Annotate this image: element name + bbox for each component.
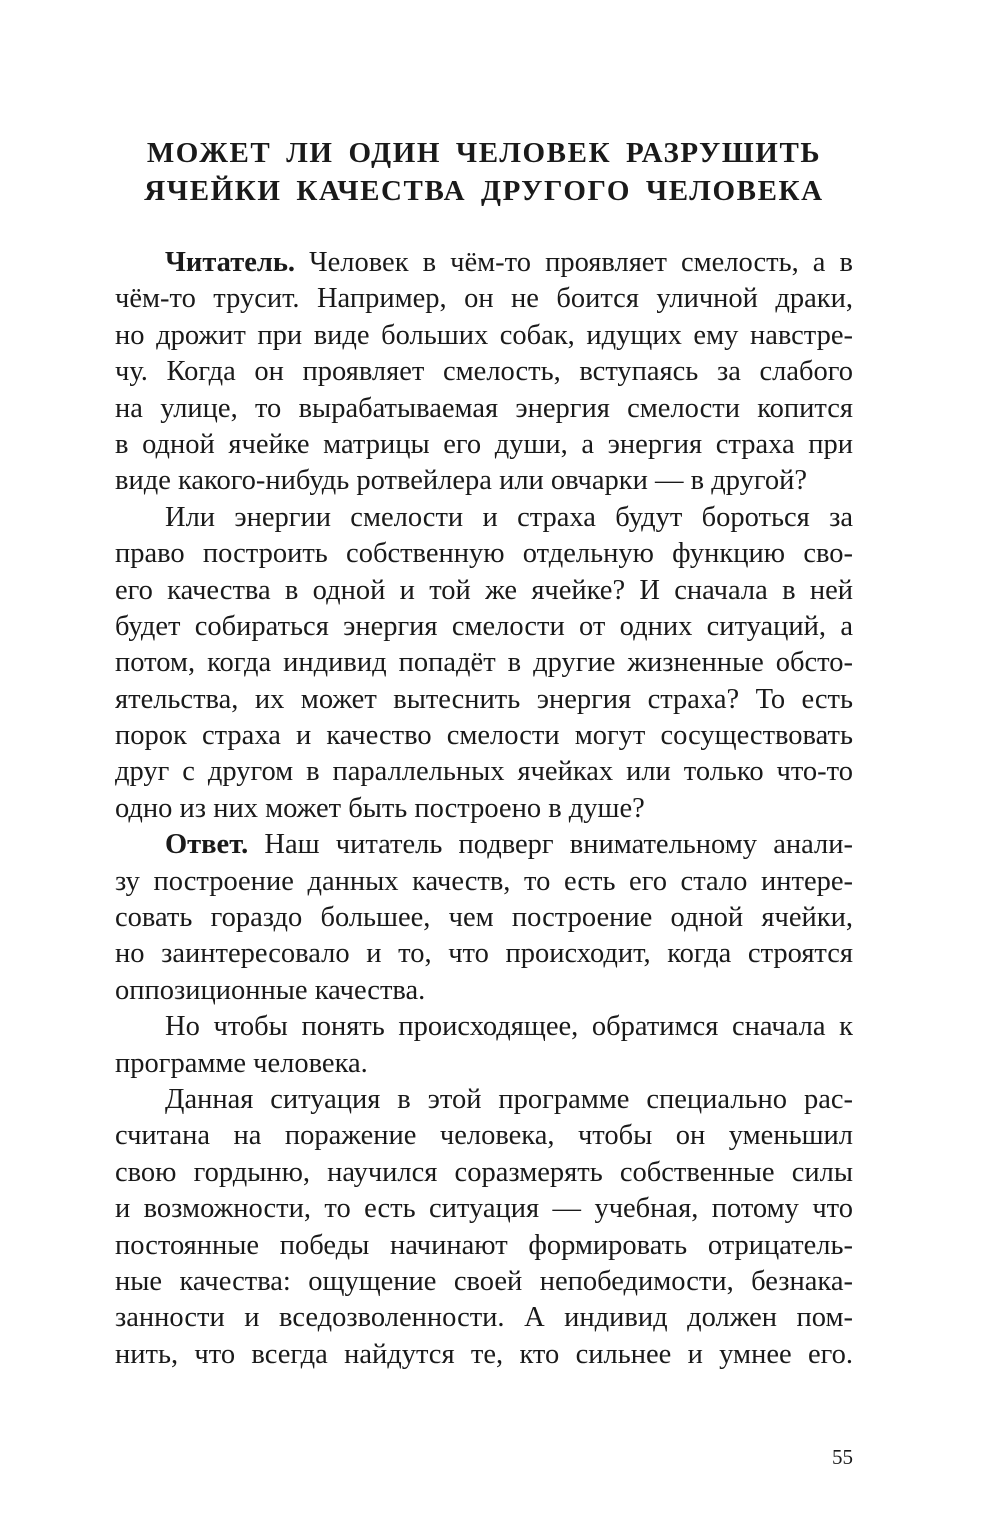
text-line: Но чтобы понять происходящее, обратимся сначала к bbox=[165, 1011, 853, 1043]
text-line: чу. Когда он проявляет смелость, вступаясь за слабого bbox=[115, 356, 853, 388]
text-line: зу построение данных качеств, то есть его стало интере- bbox=[115, 865, 853, 897]
speaker-label: Читатель. bbox=[165, 247, 296, 278]
text-line: потом, когда индивид попадёт в другие жизненные обсто- bbox=[115, 647, 853, 679]
page-number: 55 bbox=[832, 1445, 853, 1469]
text-line: на улице, то вырабатываемая энергия смелости копится bbox=[115, 392, 853, 424]
text-line: Ответ. Наш читатель подверг внимательному анали- bbox=[165, 829, 853, 861]
text-line: совать гораздо большее, чем построение одной ячейки, bbox=[115, 902, 853, 934]
text-line: считана на поражение человека, чтобы он уменьшил bbox=[115, 1120, 853, 1152]
text-line: Или энергии смелости и страха будут бороться за bbox=[165, 501, 853, 533]
text-line: нить, что всегда найдутся те, кто сильнее и умнее его. bbox=[115, 1338, 853, 1370]
text-line: в одной ячейке матрицы его души, а энергия страха при bbox=[115, 428, 853, 460]
text-line: программе человека. bbox=[115, 1047, 368, 1079]
text-line: постоянные победы начинают формировать отрицатель- bbox=[115, 1229, 853, 1261]
chapter-title bbox=[115, 134, 853, 210]
text-line: но заинтересовало и то, что происходит, когда строятся bbox=[115, 938, 853, 970]
text-line: будет собираться энергия смелости от одних ситуаций, а bbox=[115, 610, 853, 642]
body-text bbox=[115, 245, 853, 1373]
text-line: порок страха и качество смелости могут сосуществовать bbox=[115, 720, 853, 752]
text-line: право построить собственную отдельную функцию сво- bbox=[115, 538, 853, 570]
chapter-title-line-1: МОЖЕТ ЛИ ОДИН ЧЕЛОВЕК РАЗРУШИТЬ bbox=[146, 137, 822, 169]
text-line: его качества в одной и той же ячейке? И сначала в ней bbox=[115, 574, 853, 606]
text-line: оппозиционные качества. bbox=[115, 974, 426, 1006]
text-line: чём-то трусит. Например, он не боится уличной драки, bbox=[115, 283, 853, 315]
text-line: Читатель. Человек в чём-то проявляет смелость, а в bbox=[165, 247, 853, 278]
text-line: друг с другом в параллельных ячейках или только что-то bbox=[115, 756, 853, 788]
text-line: но дрожит при виде больших собак, идущих ему навстре- bbox=[115, 319, 853, 351]
text-line: Данная ситуация в этой программе специально рас- bbox=[165, 1083, 853, 1115]
chapter-title-line-2: ЯЧЕЙКИ КАЧЕСТВА ДРУГОГО ЧЕЛОВЕКА bbox=[144, 175, 824, 207]
text-line: ные качества: ощущение своей непобедимости, безнака- bbox=[115, 1265, 853, 1297]
text-line: виде какого-нибудь ротвейлера или овчарки — в другой? bbox=[115, 465, 807, 497]
speaker-label: Ответ. bbox=[165, 829, 249, 861]
text-line: свою гордыню, научился соразмерять собственные силы bbox=[115, 1156, 853, 1188]
book-page bbox=[115, 0, 853, 1536]
text-line: и возможности, то есть ситуация — учебная, потому что bbox=[115, 1193, 853, 1225]
text-line: занности и вседозволенности. А индивид должен пом- bbox=[115, 1302, 853, 1334]
text-line: ятельства, их может вытеснить энергия страха? То есть bbox=[115, 683, 853, 715]
text-line: одно из них может быть построено в душе? bbox=[115, 792, 645, 824]
